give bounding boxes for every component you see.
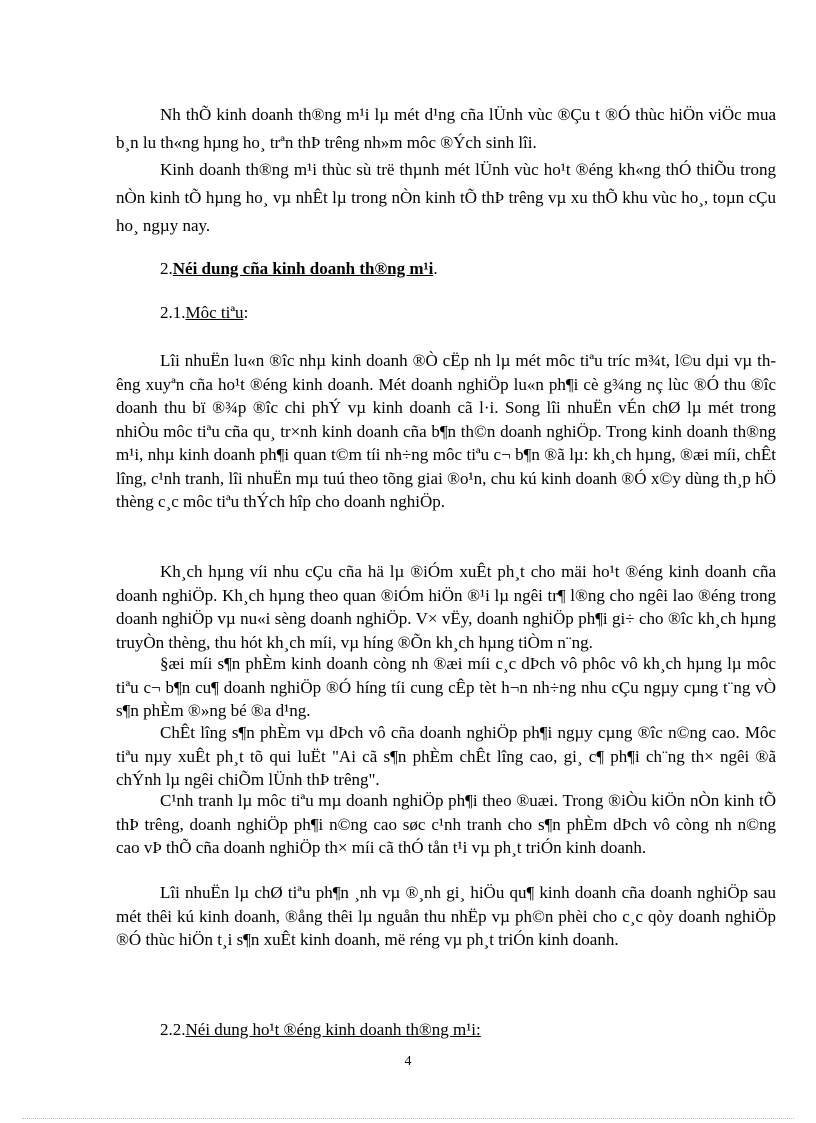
- paragraph-customers: Kh¸ch hµng víi nhu cÇu cña hä lµ ®iÓm xuÊt ph¸t cho mäi ho¹t ®éng kinh doanh cña doanh nghiÖp. Kh¸ch hµng theo quan ®iÓm hiÖn ®¹i lµ ngêi tr¶ l®ng cho ngêi lao ®éng trong doanh nghiÖp vµ nu«i sèng doanh nghiÖp. V× vËy, doanh nghiÖp ph¶i gi÷ cho ®îc kh¸ch hµng truyÒn thèng, thu hót kh¸ch míi, vµ híng ®Õn kh¸ch hµng tiÒm n¨ng.: [116, 562, 776, 652]
- section-heading-2: 2.Néi dung cña kinh doanh th®ng m¹i.: [160, 259, 438, 278]
- paragraph-role: Kinh doanh th®ng m¹i thùc sù trë thµnh mét lÜnh vùc ho¹t ®éng kh«ng thÓ thiÕu trong nÒn kinh tÕ hµng ho¸ vµ nhÊt lµ trong nÒn kinh tÕ thÞ trêng vµ xu thÕ khu vùc ho¸, toµn cÇu ho¸ ngµy nay.: [116, 160, 776, 235]
- heading-number: 2.1.: [160, 303, 186, 322]
- paragraph-quality: ChÊt lîng s¶n phÈm vµ dÞch vô cña doanh nghiÖp ph¶i ngµy cµng ®îc n©ng cao. Môc tiªu nµy xuÊt ph¸t tõ qui luËt "Ai cã s¶n phÈm chÊt lîng cao, gi¸ c¶ ph¶i ch¨ng th× ngêi ®ã chÝnh lµ ngêi chiÕm lÜnh thÞ trêng".: [116, 723, 776, 789]
- heading-number: 2.2.: [160, 1020, 186, 1039]
- paragraph-profit-indicator: Lîi nhuËn lµ chØ tiªu ph¶n ¸nh vµ ®¸nh gi¸ hiÖu qu¶ kinh doanh cña doanh nghiÖp sau mét thêi kú kinh doanh, ®ång thêi lµ nguån thu nhËp vµ ph©n phèi cho c¸c qòy doanh nghiÖp ®Ó thùc hiÖn t¸i s¶n xuÊt kinh doanh, më réng vµ ph¸t triÓn kinh doanh.: [116, 883, 776, 949]
- paragraph-intro: Nh thÕ kinh doanh th®ng m¹i lµ mét d¹ng cña lÜnh vùc ®Çu t ®Ó thùc hiÖn viÖc mua b¸n lu th«ng hµng ho¸ trªn thÞ trêng nh»m môc ®Ých sinh lîi.: [116, 105, 776, 152]
- subsection-heading-2-1: 2.1.Môc tiªu:: [160, 303, 249, 322]
- paragraph-competition: C¹nh tranh lµ môc tiªu mµ doanh nghiÖp ph¶i theo ®uæi. Trong ®iÒu kiÖn nÒn kinh tÕ thÞ trêng, doanh nghiÖp ph¶i n©ng cao søc c¹nh tranh cho s¶n phÈm dÞch vô còng nh n©ng cao vÞ thÕ cña doanh nghiÖp th× míi cã thÓ tån t¹i vµ ph¸t triÓn kinh doanh.: [116, 791, 776, 857]
- page-number: 4: [404, 1054, 412, 1069]
- heading-title: Môc tiªu: [185, 303, 244, 322]
- heading-number: 2.: [160, 259, 173, 278]
- paragraph-innovation: §æi míi s¶n phÈm kinh doanh còng nh ®æi míi c¸c dÞch vô phôc vô kh¸ch hµng lµ môc tiªu c¬ b¶n cu¶ doanh nghiÖp ®Ó híng tíi cung cÊp tèt h¬n nh÷ng nhu cÇu ngµy cµng t¨ng vÒ s¶n phÈm ®»ng bé ®a d¹ng.: [116, 654, 776, 720]
- heading-title: Néi dung cña kinh doanh th®ng m¹i: [172, 259, 434, 278]
- page-bottom-divider: [22, 1118, 794, 1119]
- paragraph-profit: Lîi nhuËn lu«n ®îc nhµ kinh doanh ®Ò cËp nh lµ mét môc tiªu tríc m¾t, l©u dµi vµ thêng xuyªn cña ho¹t ®éng kinh doanh. Mét doanh nghiÖp lu«n ph¶i cè g¾ng nç lùc ®Ó thu ®îc doanh thu bï ®¾p ®îc chi phÝ vµ kinh doanh cã l·i. Song lîi nhuËn vÉn chØ lµ mét trong nhiÒu môc tiªu cña qu¸ tr×nh kinh doanh cña b¶n th©n doanh nghiÖp. Trong kinh doanh th®ng m¹i, nhµ kinh doanh ph¶i quan t©m tíi nh÷ng môc tiªu c¬ b¶n ®ã lµ: kh¸ch hµng, ®æi míi, chÊt lîng, c¹nh tranh, lîi nhuËn mµ tuú theo tõng giai ®o¹n, chu kú kinh doanh ®Ó x©y dùng th¸p hÖ thèng c¸c môc tiªu thÝch hîp cho doanh nghiÖp.: [116, 351, 776, 511]
- heading-title: Néi dung ho¹t ®éng kinh doanh th®ng m¹i:: [185, 1020, 481, 1039]
- subsection-heading-2-2: [160, 1020, 481, 1040]
